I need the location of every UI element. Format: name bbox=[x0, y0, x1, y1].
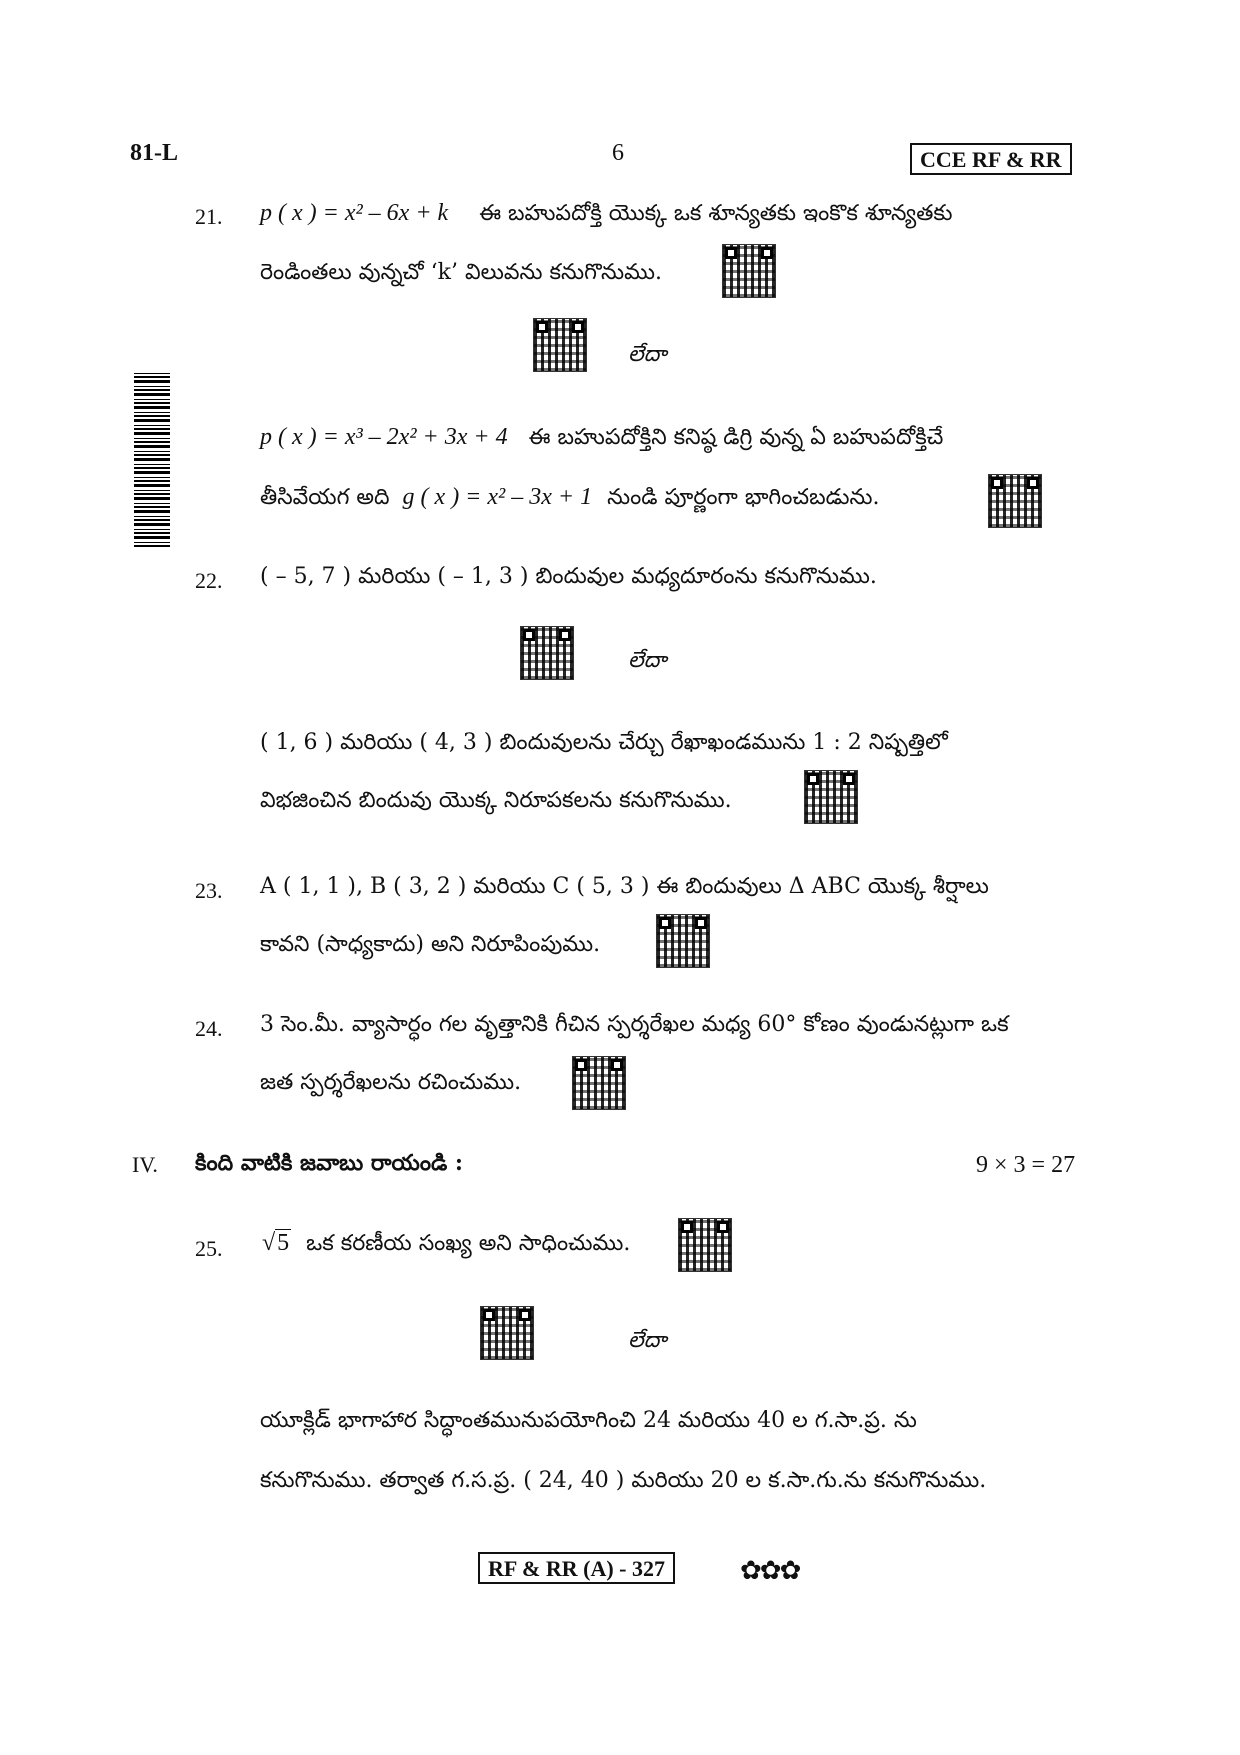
side-barcode bbox=[134, 372, 170, 547]
section-marks: 9 × 3 = 27 bbox=[976, 1152, 1076, 1178]
q24-text-2: జత స్పర్శరేఖలను రచించుము. bbox=[260, 1070, 522, 1095]
q25-text: ఒక కరణీయ సంఖ్య అని సాధించుము. bbox=[306, 1231, 631, 1256]
or-label: లేదా bbox=[628, 1328, 667, 1353]
q21-text-2: రెండింతలు వున్నచో ‘k’ విలువను కనుగొనుము. bbox=[260, 260, 662, 285]
q21-alt-text-2a: తీసివేయగ అది bbox=[260, 485, 390, 510]
q21-text-1: ఈ బహుపదోక్తి యొక్క ఒక శూన్యతకు ఇంకొక శూన్యతకు bbox=[479, 201, 953, 226]
qr-code-icon bbox=[480, 1306, 534, 1360]
paper-code: 81-L bbox=[130, 140, 178, 166]
qr-code-icon bbox=[722, 244, 776, 298]
q21-alt-text-1: ఈ బహుపదోక్తిని కనిష్ఠ డిగ్రి వున్న ఏ బహుపదోక్తిచే bbox=[528, 425, 944, 450]
q22-alt-text-1: ( 1, 6 ) మరియు ( 4, 3 ) బిందువులను చేర్చు రేఖాఖండమును 1 : 2 నిష్పత్తిలో bbox=[260, 730, 948, 755]
footer-code-box: RF & RR (A) - 327 bbox=[478, 1552, 675, 1584]
sqrt-symbol: √5 bbox=[262, 1230, 290, 1256]
q21-alt-polynomial: p ( x ) = x³ – 2x² + 3x + 4 bbox=[260, 424, 508, 450]
question-number-22: 22. bbox=[195, 568, 223, 593]
page-number: 6 bbox=[612, 140, 624, 166]
qr-code-icon bbox=[804, 770, 858, 824]
q25-alt-text-2: కనుగొనుము. తర్వాత గ.స.ప్ర. ( 24, 40 ) మరియు 20 ల క.సా.గు.ను కనుగొనుము. bbox=[260, 1468, 987, 1493]
sqrt-radicand: 5 bbox=[277, 1230, 290, 1256]
exam-code-box: CCE RF & RR bbox=[910, 143, 1072, 175]
q22-text: ( – 5, 7 ) మరియు ( – 1, 3 ) బిందువుల మధ్యదూరంను కనుగొనుము. bbox=[260, 564, 877, 589]
q21-alt-text-2b: నుండి పూర్ణంగా భాగించబడును. bbox=[607, 485, 880, 510]
question-number-24: 24. bbox=[195, 1016, 223, 1041]
q23-text-1: A ( 1, 1 ), B ( 3, 2 ) మరియు C ( 5, 3 ) ఈ బిందువులు Δ ABC యొక్క శీర్షాలు bbox=[260, 874, 989, 899]
q25-alt-text-1: యూక్లిడ్ భాగాహార సిద్ధాంతమునుపయోగించి 24 మరియు 40 ల గ.సా.ప్ర. ను bbox=[260, 1408, 917, 1433]
q23-text-2: కావని (సాధ్యకాదు) అని నిరూపింపుము. bbox=[260, 932, 601, 957]
question-number-25: 25. bbox=[195, 1236, 223, 1261]
q22-alt-text-2: విభజించిన బిందువు యొక్క నిరూపకలను కనుగొనుము. bbox=[260, 788, 732, 813]
qr-code-icon bbox=[533, 318, 587, 372]
footer-ornament-icon: ✿✿✿ bbox=[740, 1556, 800, 1586]
q21-alt-line-1 bbox=[260, 424, 943, 455]
qr-code-icon bbox=[520, 626, 574, 680]
question-number-21: 21. bbox=[195, 204, 223, 229]
or-label: లేదా bbox=[628, 648, 667, 673]
q24-text-1: 3 సెం.మీ. వ్యాసార్ధం గల వృత్తానికి గీచిన స్పర్శరేఖల మధ్య 60° కోణం వుండునట్లుగా ఒక bbox=[260, 1012, 1009, 1037]
q21-line-1 bbox=[260, 200, 952, 231]
question-number-23: 23. bbox=[195, 878, 223, 903]
q21-polynomial: p ( x ) = x² – 6x + k bbox=[260, 200, 449, 226]
section-instruction: కింది వాటికి జవాబు రాయండి : bbox=[195, 1150, 464, 1176]
qr-code-icon bbox=[988, 474, 1042, 528]
q25-line-1 bbox=[262, 1230, 630, 1261]
qr-code-icon bbox=[572, 1056, 626, 1110]
q21-alt-divisor: g ( x ) = x² – 3x + 1 bbox=[402, 484, 593, 510]
or-label: లేదా bbox=[628, 342, 667, 367]
q21-alt-line-2 bbox=[260, 484, 880, 515]
qr-code-icon bbox=[656, 914, 710, 968]
qr-code-icon bbox=[678, 1218, 732, 1272]
section-roman-numeral: IV. bbox=[132, 1152, 158, 1177]
